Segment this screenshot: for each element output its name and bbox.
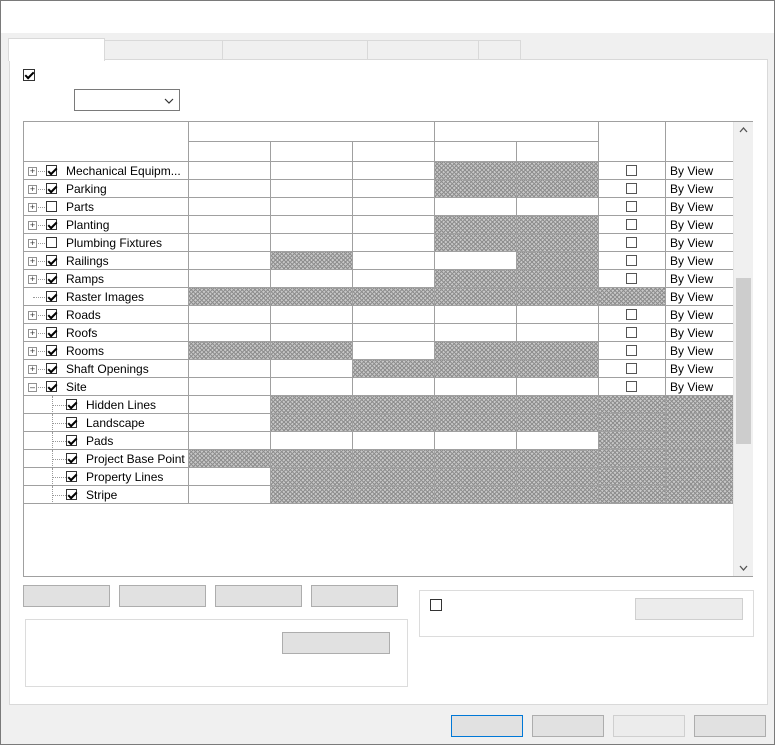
tree-guide (52, 405, 66, 406)
detail-level-cell (666, 468, 734, 486)
cut-patterns-cell (517, 468, 599, 486)
visibility-checkbox[interactable] (66, 417, 77, 428)
halftone-cell[interactable] (599, 270, 666, 288)
proj-patterns-cell (271, 468, 353, 486)
proj-transparency-cell[interactable] (353, 378, 435, 396)
table-row[interactable] (24, 288, 734, 306)
proj-transparency-cell (353, 396, 435, 414)
proj-patterns-cell[interactable] (271, 432, 353, 450)
proj-patterns-cell[interactable] (271, 216, 353, 234)
proj-lines-cell[interactable] (189, 198, 271, 216)
expand-icon[interactable]: + (29, 166, 36, 176)
proj-transparency-cell[interactable] (353, 306, 435, 324)
cancel-button[interactable] (532, 715, 604, 737)
tab-analytical-model-categories[interactable] (222, 40, 369, 60)
table-row[interactable] (24, 324, 734, 342)
visibility-checkbox[interactable] (46, 309, 57, 320)
cut-patterns-cell (517, 162, 599, 180)
category-name: Stripe (86, 488, 118, 502)
visibility-checkbox[interactable] (46, 201, 57, 212)
cut-patterns-cell[interactable] (517, 306, 599, 324)
all-button[interactable] (23, 585, 110, 607)
halftone-cell[interactable] (599, 306, 666, 324)
category-name: Landscape (86, 416, 145, 430)
cut-patterns-cell[interactable] (517, 198, 599, 216)
visibility-cell (24, 432, 189, 450)
expand-icon[interactable]: + (29, 346, 36, 356)
category-name: Shaft Openings (66, 362, 149, 376)
proj-patterns-cell (271, 486, 353, 504)
cut-patterns-cell (517, 288, 599, 306)
visibility-cell (24, 378, 189, 396)
visibility-cell (24, 342, 189, 360)
cut-lines-cell (435, 414, 517, 432)
category-name: Ramps (66, 272, 105, 286)
detail-level-cell[interactable] (666, 342, 734, 360)
visibility-checkbox[interactable] (46, 255, 57, 266)
category-name: Mechanical Equipm... (66, 164, 181, 178)
header-projection-surface (189, 122, 435, 142)
proj-patterns-cell (271, 288, 353, 306)
cut-patterns-cell (517, 234, 599, 252)
detail-level-cell (666, 432, 734, 450)
proj-patterns-cell[interactable] (271, 306, 353, 324)
cut-patterns-cell (517, 342, 599, 360)
proj-patterns-cell (271, 450, 353, 468)
visibility-checkbox[interactable] (46, 183, 57, 194)
halftone-checkbox[interactable] (626, 309, 637, 320)
proj-transparency-cell (353, 414, 435, 432)
category-name: Project Base Point (86, 452, 185, 466)
detail-level-cell (666, 450, 734, 468)
visibility-cell (24, 324, 189, 342)
scrollbar-thumb[interactable] (736, 278, 751, 444)
halftone-cell[interactable] (599, 162, 666, 180)
cut-lines-cell (435, 486, 517, 504)
visibility-cell (24, 486, 189, 504)
proj-patterns-cell (271, 396, 353, 414)
expand-icon[interactable]: + (29, 238, 36, 248)
proj-lines-cell[interactable] (189, 486, 271, 504)
halftone-checkbox[interactable] (626, 363, 637, 374)
proj-patterns-cell[interactable] (271, 198, 353, 216)
category-name: Pads (86, 434, 114, 448)
cut-lines-cell (435, 180, 517, 198)
cut-lines-cell[interactable] (435, 432, 517, 450)
proj-transparency-cell[interactable] (353, 342, 435, 360)
detail-level-value: By View (670, 200, 714, 214)
visibility-cell (24, 162, 189, 180)
proj-transparency-cell[interactable] (353, 216, 435, 234)
proj-lines-cell[interactable] (189, 396, 271, 414)
cut-lines-cell (435, 468, 517, 486)
table-row[interactable] (24, 360, 734, 378)
detail-level-value: By View (670, 380, 714, 394)
proj-patterns-cell[interactable] (271, 360, 353, 378)
proj-patterns-cell[interactable] (271, 180, 353, 198)
header-cut (435, 122, 599, 142)
visibility-cell (24, 234, 189, 252)
detail-level-cell[interactable] (666, 198, 734, 216)
expand-icon[interactable]: + (29, 184, 36, 194)
filter-list-select[interactable] (74, 89, 180, 111)
proj-lines-cell[interactable] (189, 468, 271, 486)
detail-level-cell[interactable] (666, 306, 734, 324)
cut-lines-cell (435, 288, 517, 306)
detail-level-cell[interactable] (666, 378, 734, 396)
expand-icon[interactable]: + (29, 364, 36, 374)
cut-lines-cell[interactable] (435, 198, 517, 216)
visibility-checkbox[interactable] (46, 363, 57, 374)
proj-lines-cell[interactable] (189, 252, 271, 270)
expand-icon[interactable]: + (29, 274, 36, 284)
tree-guide (52, 459, 66, 460)
table-row[interactable] (24, 306, 734, 324)
table-row[interactable] (24, 396, 734, 414)
visibility-cell (24, 306, 189, 324)
header-cut-patterns[interactable] (517, 142, 599, 162)
ok-button[interactable] (451, 715, 523, 737)
expand-icon[interactable]: + (29, 202, 36, 212)
visibility-cell (24, 414, 189, 432)
detail-level-cell[interactable] (666, 252, 734, 270)
visibility-cell (24, 270, 189, 288)
table-row[interactable] (24, 414, 734, 432)
cut-lines-cell[interactable] (435, 306, 517, 324)
halftone-checkbox[interactable] (626, 381, 637, 392)
category-name: Parking (66, 182, 107, 196)
proj-transparency-cell[interactable] (353, 162, 435, 180)
proj-lines-cell[interactable] (189, 216, 271, 234)
header-visibility[interactable] (24, 122, 189, 162)
visibility-checkbox[interactable] (66, 399, 77, 410)
proj-patterns-cell[interactable] (271, 162, 353, 180)
proj-lines-cell[interactable] (189, 162, 271, 180)
visibility-cell (24, 216, 189, 234)
halftone-cell[interactable] (599, 180, 666, 198)
scroll-down-icon[interactable] (739, 565, 748, 571)
halftone-cell (599, 414, 666, 432)
tree-guide (33, 297, 45, 298)
header-lines[interactable] (189, 142, 271, 162)
cut-lines-cell (435, 360, 517, 378)
tree-guide (52, 477, 66, 478)
cut-lines-cell (435, 396, 517, 414)
collapse-icon[interactable]: – (29, 382, 35, 392)
category-name: Railings (66, 254, 109, 268)
category-name: Parts (66, 200, 95, 214)
proj-lines-cell[interactable] (189, 324, 271, 342)
table-row[interactable] (24, 378, 734, 396)
detail-level-value: By View (670, 254, 714, 268)
cut-patterns-cell (517, 414, 599, 432)
proj-patterns-cell (271, 252, 353, 270)
proj-patterns-cell[interactable] (271, 324, 353, 342)
proj-patterns-cell (271, 342, 353, 360)
visibility-cell (24, 468, 189, 486)
cut-patterns-cell (517, 180, 599, 198)
cut-lines-cell (435, 162, 517, 180)
cut-patterns-cell[interactable] (517, 324, 599, 342)
halftone-checkbox[interactable] (626, 237, 637, 248)
category-name: Site (66, 380, 87, 394)
proj-lines-cell[interactable] (189, 306, 271, 324)
cut-patterns-cell (517, 396, 599, 414)
halftone-checkbox[interactable] (626, 255, 637, 266)
table-row[interactable] (24, 468, 734, 486)
visibility-checkbox[interactable] (66, 489, 77, 500)
halftone-cell[interactable] (599, 342, 666, 360)
table-row[interactable] (24, 252, 734, 270)
visibility-checkbox[interactable] (46, 165, 57, 176)
halftone-cell[interactable] (599, 252, 666, 270)
object-styles-button[interactable] (282, 632, 390, 654)
visibility-checkbox[interactable] (46, 345, 57, 356)
visibility-cell (24, 180, 189, 198)
proj-transparency-cell (353, 360, 435, 378)
table-row[interactable] (24, 432, 734, 450)
halftone-checkbox[interactable] (626, 219, 637, 230)
proj-transparency-cell[interactable] (353, 198, 435, 216)
cut-lines-cell (435, 342, 517, 360)
visibility-cell (24, 198, 189, 216)
halftone-checkbox[interactable] (626, 327, 637, 338)
proj-patterns-cell[interactable] (271, 234, 353, 252)
cut-lines-cell[interactable] (435, 252, 517, 270)
proj-patterns-cell[interactable] (271, 270, 353, 288)
title-bar (1, 1, 774, 33)
proj-transparency-cell[interactable] (353, 234, 435, 252)
tree-guide (52, 495, 66, 496)
table-row[interactable] (24, 234, 734, 252)
halftone-cell[interactable] (599, 234, 666, 252)
detail-level-value: By View (670, 272, 714, 286)
halftone-cell (599, 468, 666, 486)
cut-lines-cell (435, 216, 517, 234)
halftone-cell[interactable] (599, 216, 666, 234)
halftone-cell (599, 486, 666, 504)
expand-icon[interactable]: + (29, 220, 36, 230)
visibility-cell (24, 396, 189, 414)
halftone-checkbox[interactable] (626, 201, 637, 212)
detail-level-cell[interactable] (666, 324, 734, 342)
halftone-cell[interactable] (599, 324, 666, 342)
category-name: Planting (66, 218, 110, 232)
detail-level-value: By View (670, 326, 714, 340)
table-row[interactable] (24, 216, 734, 234)
visibility-checkbox[interactable] (66, 435, 77, 446)
proj-lines-cell[interactable] (189, 414, 271, 432)
category-name: Raster Images (66, 290, 145, 304)
none-button[interactable] (119, 585, 206, 607)
expand-icon[interactable]: + (29, 310, 36, 320)
header-patterns[interactable] (271, 142, 353, 162)
cut-patterns-cell[interactable] (517, 432, 599, 450)
tab-annotation-categories[interactable] (103, 40, 224, 60)
expand-all-button[interactable] (311, 585, 398, 607)
cut-lines-cell (435, 234, 517, 252)
scroll-up-icon[interactable] (739, 127, 748, 133)
cut-lines-cell (435, 270, 517, 288)
detail-level-value: By View (670, 362, 714, 376)
visibility-checkbox[interactable] (46, 381, 57, 392)
table-row[interactable] (24, 162, 734, 180)
visibility-checkbox[interactable] (46, 237, 57, 248)
tree-guide (52, 441, 66, 442)
cut-line-styles-checkbox[interactable] (430, 599, 442, 611)
table-row[interactable] (24, 342, 734, 360)
detail-level-value: By View (670, 236, 714, 250)
table-row[interactable] (24, 198, 734, 216)
visibility-checkbox[interactable] (46, 219, 57, 230)
detail-level-cell[interactable] (666, 180, 734, 198)
proj-transparency-cell[interactable] (353, 324, 435, 342)
proj-lines-cell (189, 288, 271, 306)
category-name: Plumbing Fixtures (66, 236, 163, 250)
expand-icon[interactable]: + (29, 256, 36, 266)
tab-imported-categories[interactable] (367, 40, 480, 60)
detail-level-value: By View (670, 308, 714, 322)
detail-level-cell[interactable] (666, 234, 734, 252)
detail-level-value: By View (670, 164, 714, 178)
cut-lines-cell (435, 450, 517, 468)
detail-level-value: By View (670, 290, 714, 304)
halftone-checkbox[interactable] (626, 183, 637, 194)
proj-lines-cell[interactable] (189, 270, 271, 288)
visibility-checkbox[interactable] (46, 291, 57, 302)
category-name: Hidden Lines (86, 398, 157, 412)
chevron-down-icon (164, 98, 174, 104)
table-row[interactable] (24, 486, 734, 504)
detail-level-cell (666, 414, 734, 432)
category-name: Roads (66, 308, 101, 322)
invert-button[interactable] (215, 585, 302, 607)
help-button[interactable] (694, 715, 766, 737)
show-model-categories-checkbox[interactable] (23, 69, 35, 81)
halftone-checkbox[interactable] (626, 165, 637, 176)
detail-level-cell[interactable] (666, 360, 734, 378)
proj-transparency-cell (353, 450, 435, 468)
detail-level-value: By View (670, 218, 714, 232)
tab-model-categories[interactable] (8, 38, 105, 61)
expand-icon[interactable]: + (29, 328, 36, 338)
visibility-checkbox[interactable] (66, 453, 77, 464)
cut-patterns-cell (517, 270, 599, 288)
cut-patterns-cell (517, 450, 599, 468)
category-name: Roofs (66, 326, 98, 340)
cut-patterns-cell[interactable] (517, 378, 599, 396)
table-row[interactable] (24, 450, 734, 468)
tree-guide (52, 423, 66, 424)
table-row[interactable] (24, 270, 734, 288)
halftone-cell[interactable] (599, 378, 666, 396)
apply-button[interactable] (613, 715, 685, 737)
cut-patterns-cell (517, 486, 599, 504)
proj-transparency-cell[interactable] (353, 252, 435, 270)
proj-lines-cell (189, 450, 271, 468)
table-row[interactable] (24, 180, 734, 198)
detail-level-value: By View (670, 344, 714, 358)
cut-patterns-cell (517, 216, 599, 234)
cut-patterns-cell (517, 360, 599, 378)
halftone-cell (599, 288, 666, 306)
proj-transparency-cell (353, 288, 435, 306)
visibility-cell (24, 360, 189, 378)
proj-lines-cell[interactable] (189, 360, 271, 378)
visibility-checkbox[interactable] (46, 273, 57, 284)
halftone-checkbox[interactable] (626, 273, 637, 284)
proj-lines-cell[interactable] (189, 432, 271, 450)
proj-lines-cell (189, 342, 271, 360)
detail-level-cell[interactable] (666, 288, 734, 306)
proj-transparency-cell (353, 486, 435, 504)
detail-level-cell (666, 486, 734, 504)
detail-level-cell (666, 396, 734, 414)
edit-button[interactable] (635, 598, 743, 620)
visibility-checkbox[interactable] (46, 327, 57, 338)
tab-filters[interactable] (478, 40, 521, 60)
cut-lines-cell[interactable] (435, 378, 517, 396)
halftone-cell (599, 432, 666, 450)
categories-table (23, 121, 753, 577)
proj-lines-cell[interactable] (189, 234, 271, 252)
detail-level-cell[interactable] (666, 216, 734, 234)
visibility-cell (24, 288, 189, 306)
halftone-cell[interactable] (599, 360, 666, 378)
proj-patterns-cell[interactable] (271, 378, 353, 396)
halftone-checkbox[interactable] (626, 345, 637, 356)
halftone-cell (599, 450, 666, 468)
proj-transparency-cell[interactable] (353, 270, 435, 288)
proj-transparency-cell (353, 468, 435, 486)
proj-transparency-cell[interactable] (353, 180, 435, 198)
header-detail-level[interactable] (666, 122, 734, 162)
detail-level-cell[interactable] (666, 162, 734, 180)
proj-lines-cell[interactable] (189, 378, 271, 396)
cut-patterns-cell (517, 252, 599, 270)
cut-lines-cell[interactable] (435, 324, 517, 342)
category-name: Property Lines (86, 470, 164, 484)
category-name: Rooms (66, 344, 105, 358)
header-transparency[interactable] (353, 142, 435, 162)
proj-lines-cell[interactable] (189, 180, 271, 198)
detail-level-cell[interactable] (666, 270, 734, 288)
visibility-cell (24, 450, 189, 468)
close-icon[interactable] (742, 5, 766, 27)
proj-patterns-cell (271, 414, 353, 432)
halftone-cell (599, 396, 666, 414)
proj-transparency-cell[interactable] (353, 432, 435, 450)
header-cut-lines[interactable] (435, 142, 517, 162)
detail-level-value: By View (670, 182, 714, 196)
visibility-checkbox[interactable] (66, 471, 77, 482)
halftone-cell[interactable] (599, 198, 666, 216)
header-halftone[interactable] (599, 122, 666, 162)
visibility-cell (24, 252, 189, 270)
